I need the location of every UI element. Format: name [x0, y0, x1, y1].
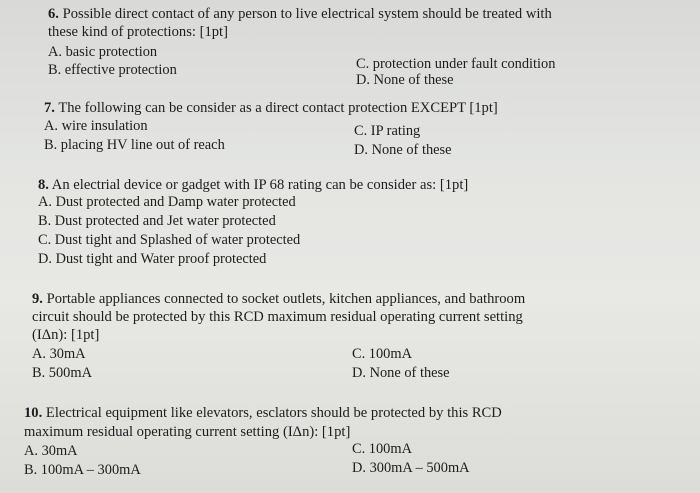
- question-8-option-a: A. Dust protected and Damp water protected: [38, 194, 296, 210]
- question-7-option-d: D. None of these: [354, 142, 452, 158]
- question-8-option-d: D. Dust tight and Water proof protected: [38, 251, 267, 267]
- question-9-number: 9.: [32, 291, 43, 307]
- question-8-option-c: C. Dust tight and Splashed of water protected: [38, 232, 301, 248]
- question-7-option-a: A. wire insulation: [44, 118, 148, 134]
- question-8-option-b: B. Dust protected and Jet water protected: [38, 213, 276, 229]
- question-9-option-a: A. 30mA: [32, 346, 86, 362]
- question-9-option-c: C. 100mA: [352, 346, 412, 362]
- question-10-stem-line-2: maximum residual operating current setting (IΔn): [1pt]: [24, 424, 351, 440]
- question-8-stem-line-1: [38, 177, 468, 194]
- question-6-stem-line-1: [48, 6, 552, 23]
- question-10-option-c: C. 100mA: [352, 441, 412, 457]
- question-10-text-1: Electrical equipment like elevators, esclators should be protected by this RCD: [45, 405, 502, 421]
- question-10-option-a: A. 30mA: [24, 443, 78, 459]
- question-9-option-d: D. None of these: [352, 365, 450, 381]
- question-9-text-1: Portable appliances connected to socket outlets, kitchen appliances, and bathroom: [46, 291, 526, 307]
- question-10-option-b: B. 100mA – 300mA: [24, 462, 141, 478]
- question-9-stem-line-3: (IΔn): [1pt]: [32, 327, 100, 343]
- question-8-text-1: An electrial device or gadget with IP 68 rating can be consider as: [1pt]: [51, 177, 469, 193]
- question-7-option-b: B. placing HV line out of reach: [44, 137, 225, 153]
- question-9-stem-line-2: circuit should be protected by this RCD maximum residual operating current setting: [32, 309, 523, 325]
- question-6-text-1: Possible direct contact of any person to live electrical system should be treated with: [62, 6, 552, 22]
- question-7-stem-line-1: [44, 100, 498, 117]
- question-6-number: 6.: [48, 6, 59, 22]
- question-6-option-d: D. None of these: [356, 72, 454, 88]
- question-7-number: 7.: [44, 100, 55, 116]
- question-10-stem-line-1: [24, 405, 502, 422]
- question-6-option-b: B. effective protection: [48, 62, 177, 78]
- question-7-option-c: C. IP rating: [354, 123, 421, 139]
- question-6-option-a: A. basic protection: [48, 44, 158, 60]
- question-8-number: 8.: [38, 177, 49, 193]
- question-10-option-d: D. 300mA – 500mA: [352, 460, 470, 476]
- question-6-stem-line-2: these kind of protections: [1pt]: [48, 24, 228, 40]
- question-7-text-1: The following can be consider as a direct contact protection EXCEPT [1pt]: [58, 100, 498, 116]
- question-6-option-c: C. protection under fault condition: [356, 56, 556, 72]
- question-9-stem-line-1: [32, 291, 525, 308]
- question-10-number: 10.: [24, 405, 43, 421]
- question-9-option-b: B. 500mA: [32, 365, 92, 381]
